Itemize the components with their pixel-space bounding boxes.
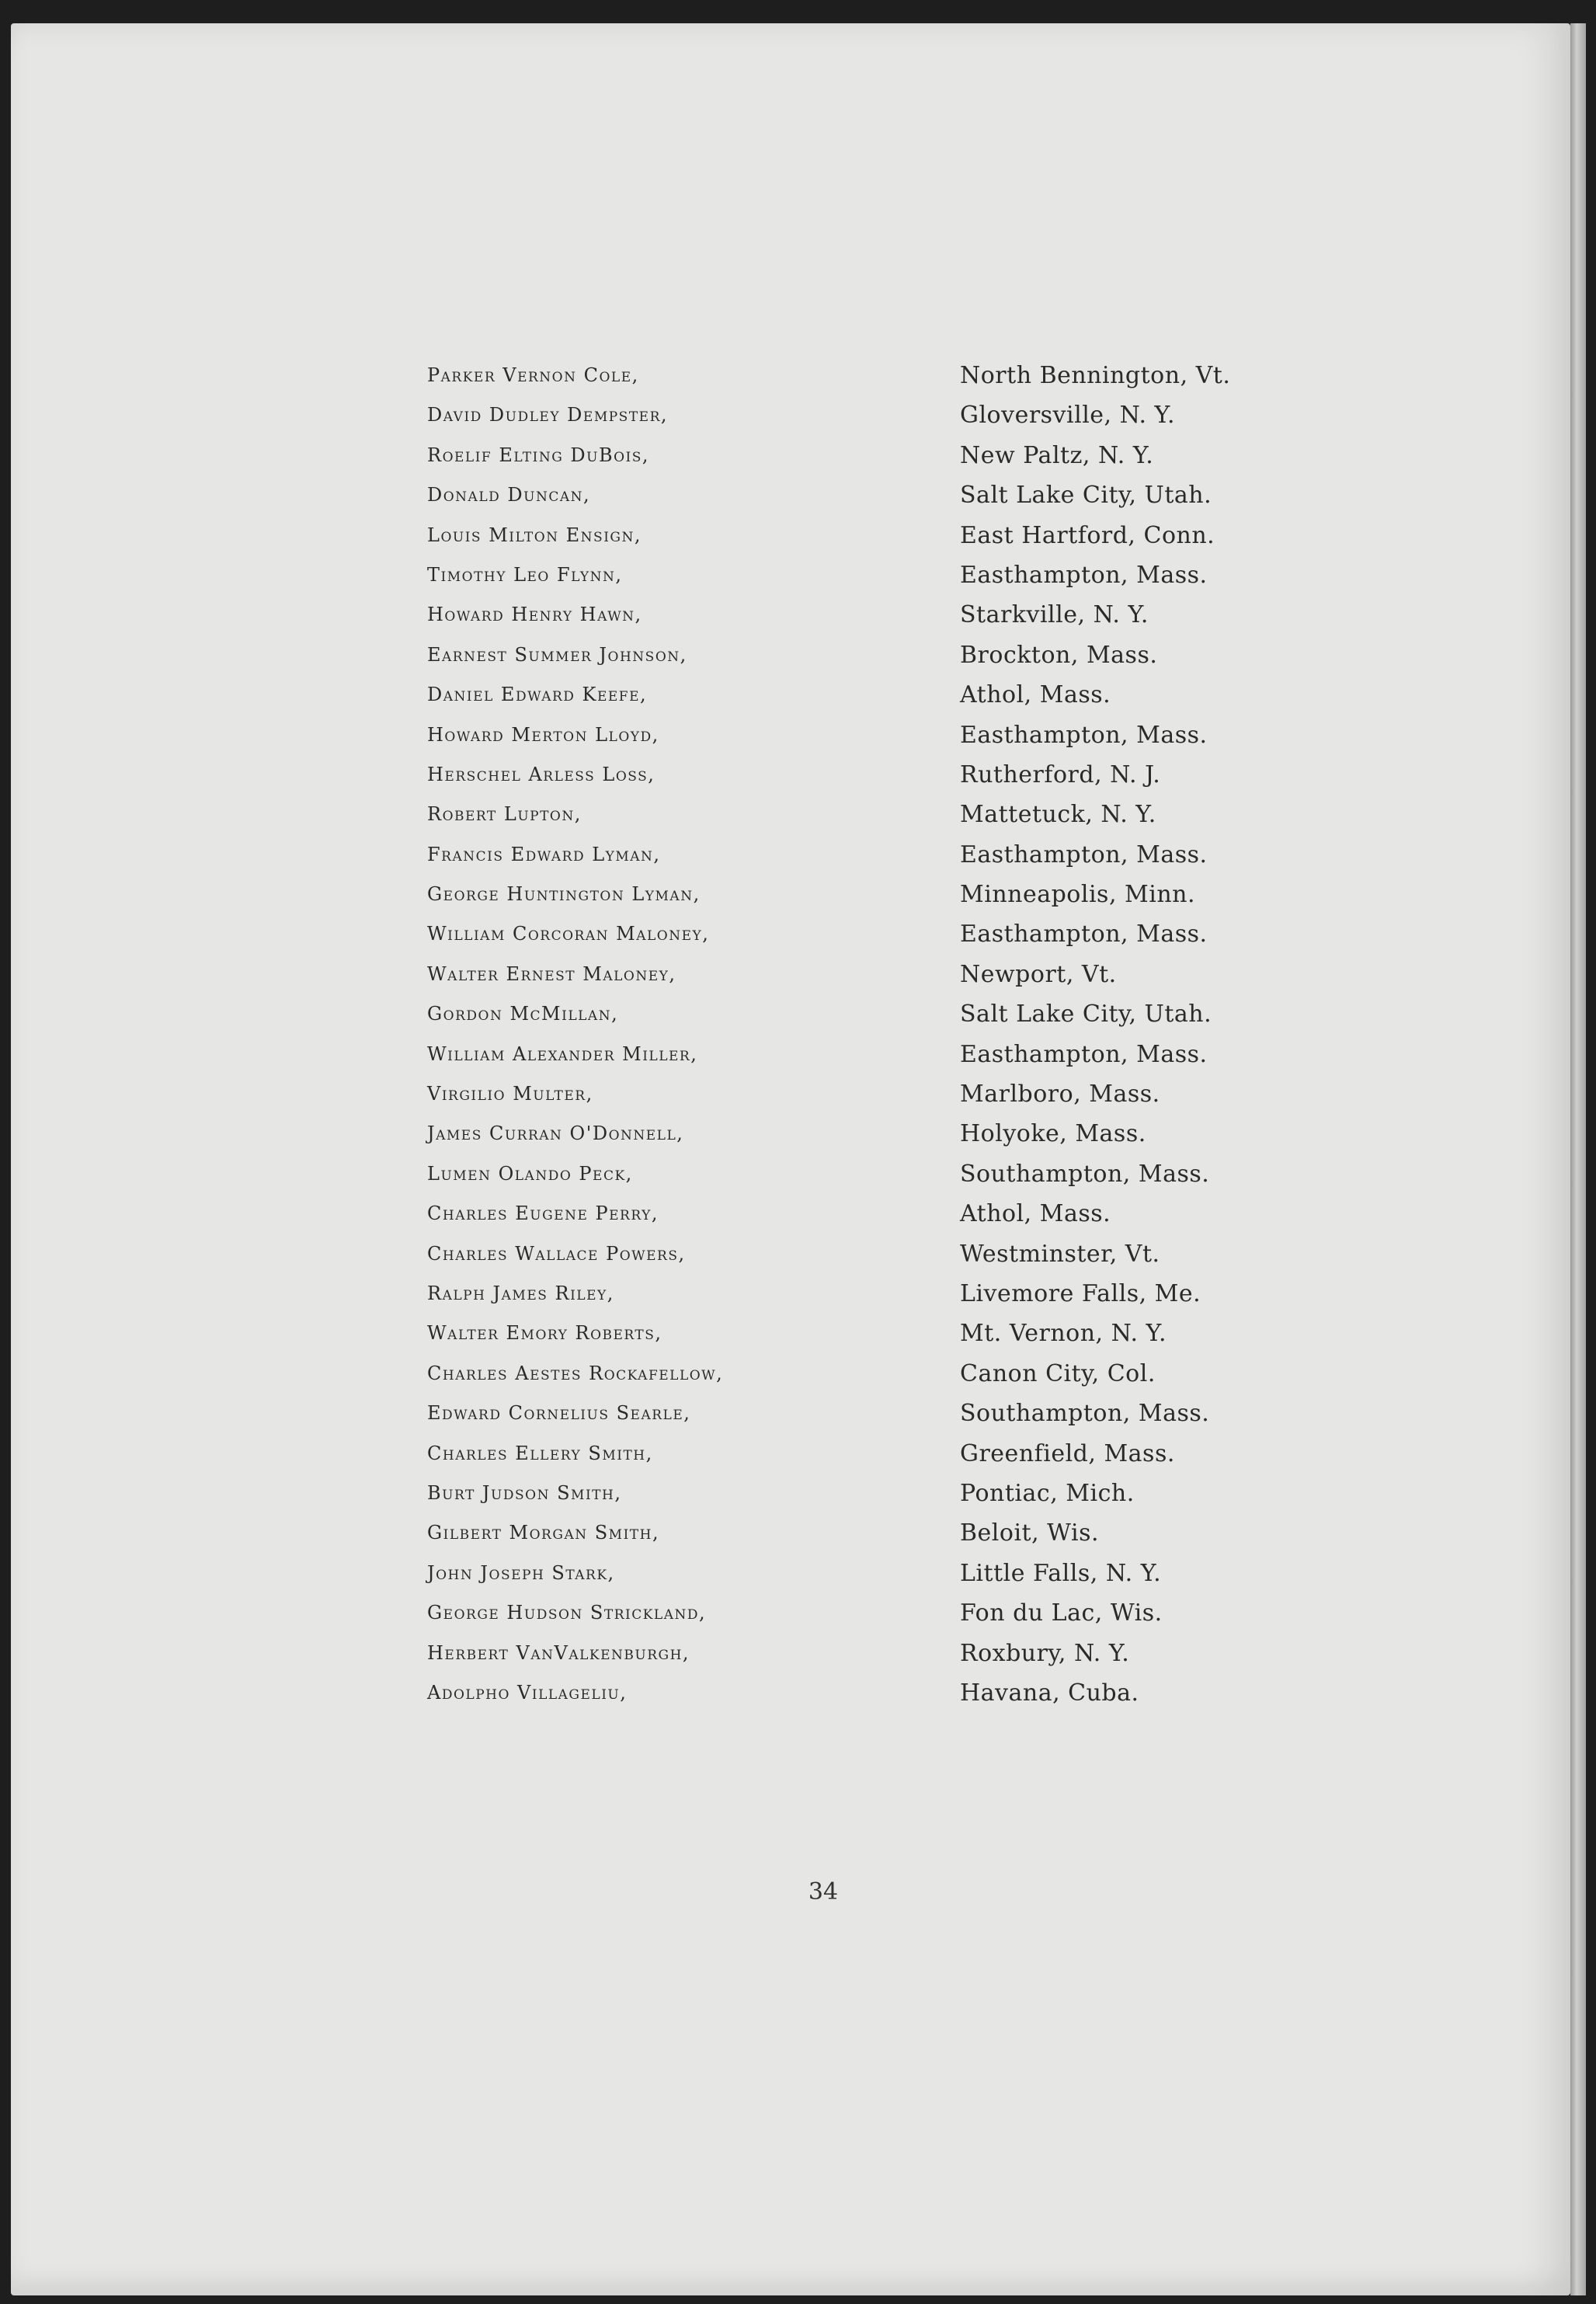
roster-row	[427, 555, 1359, 595]
hometown: Pontiac, Mich.	[960, 1479, 1135, 1507]
page-edge	[1570, 23, 1586, 2295]
student-name: Daniel Edward Keefe,	[427, 684, 648, 706]
roster-row	[427, 595, 1359, 635]
roster-row	[427, 755, 1359, 795]
student-name: William Corcoran Maloney,	[427, 923, 710, 945]
roster-row	[427, 994, 1359, 1034]
student-name: Louis Milton Ensign,	[427, 524, 642, 546]
student-name: Charles Ellery Smith,	[427, 1442, 653, 1464]
roster-row	[427, 1035, 1359, 1074]
hometown: Easthampton, Mass.	[960, 561, 1208, 589]
student-name: Herbert VanValkenburgh,	[427, 1641, 690, 1664]
student-name: Earnest Summer Johnson,	[427, 643, 687, 666]
roster-row	[427, 914, 1359, 954]
student-name: Charles Wallace Powers,	[427, 1242, 686, 1265]
student-name: Robert Lupton,	[427, 803, 582, 826]
student-name: Howard Henry Hawn,	[427, 604, 642, 626]
roster-row	[427, 475, 1359, 515]
hometown: Easthampton, Mass.	[960, 721, 1208, 749]
roster-row	[427, 356, 1359, 395]
roster-row	[427, 1154, 1359, 1194]
roster-row	[427, 436, 1359, 475]
hometown: Southampton, Mass.	[960, 1400, 1210, 1428]
hometown: Athol, Mass.	[960, 681, 1111, 709]
student-name: John Joseph Stark,	[427, 1561, 615, 1584]
student-name: Parker Vernon Cole,	[427, 364, 639, 386]
hometown: Salt Lake City, Utah.	[960, 1001, 1212, 1028]
hometown: Little Falls, N. Y.	[960, 1559, 1162, 1587]
student-name: Ralph James Riley,	[427, 1282, 614, 1304]
page-number: 34	[808, 1878, 839, 1905]
hometown: Fon du Lac, Wis.	[960, 1599, 1163, 1627]
student-name: Virgilio Multer,	[427, 1083, 593, 1105]
student-name: Francis Edward Lyman,	[427, 843, 661, 865]
roster-row	[427, 1474, 1359, 1513]
hometown: Starkville, N. Y.	[960, 601, 1149, 629]
student-name: Lumen Olando Peck,	[427, 1162, 633, 1185]
hometown: Mattetuck, N. Y.	[960, 801, 1156, 829]
student-name: Gordon McMillan,	[427, 1003, 619, 1025]
hometown: Canon City, Col.	[960, 1359, 1156, 1387]
hometown: Southampton, Mass.	[960, 1160, 1210, 1188]
student-name: Donald Duncan,	[427, 484, 591, 506]
hometown: North Bennington, Vt.	[960, 362, 1231, 389]
roster-row	[427, 1593, 1359, 1633]
hometown: Greenfield, Mass.	[960, 1439, 1175, 1467]
student-name: Herschel Arless Loss,	[427, 763, 655, 785]
roster-row	[427, 1554, 1359, 1593]
hometown: Easthampton, Mass.	[960, 841, 1208, 868]
student-name: George Huntington Lyman,	[427, 883, 701, 906]
student-name: Adolpho Villageliu,	[427, 1681, 628, 1704]
hometown: Holyoke, Mass.	[960, 1120, 1146, 1148]
roster-row	[427, 1114, 1359, 1154]
hometown: Rutherford, N. J.	[960, 760, 1161, 788]
book-page	[11, 23, 1570, 2295]
roster-row	[427, 875, 1359, 914]
hometown: Easthampton, Mass.	[960, 921, 1208, 948]
hometown: Easthampton, Mass.	[960, 1040, 1208, 1068]
hometown: Beloit, Wis.	[960, 1519, 1100, 1547]
hometown: Salt Lake City, Utah.	[960, 482, 1212, 510]
roster-row	[427, 1634, 1359, 1673]
hometown: Havana, Cuba.	[960, 1679, 1139, 1707]
hometown: Marlboro, Mass.	[960, 1081, 1160, 1108]
student-name: Roelif Elting DuBois,	[427, 444, 650, 466]
roster-row	[427, 1354, 1359, 1394]
roster-row	[427, 1074, 1359, 1114]
hometown: Athol, Mass.	[960, 1200, 1111, 1228]
roster-row	[427, 1513, 1359, 1553]
student-name: Charles Eugene Perry,	[427, 1202, 659, 1225]
student-name: Walter Ernest Maloney,	[427, 962, 676, 985]
roster-row	[427, 795, 1359, 834]
hometown: Roxbury, N. Y.	[960, 1639, 1130, 1667]
roster-row	[427, 1434, 1359, 1474]
student-name: Gilbert Morgan Smith,	[427, 1522, 660, 1544]
hometown: Gloversville, N. Y.	[960, 402, 1175, 430]
roster-row	[427, 635, 1359, 675]
student-name: Howard Merton Lloyd,	[427, 723, 659, 746]
student-name: Burt Judson Smith,	[427, 1481, 622, 1504]
roster-row	[427, 1194, 1359, 1234]
roster-row	[427, 1673, 1359, 1713]
roster-row	[427, 395, 1359, 435]
student-name: George Hudson Strickland,	[427, 1602, 707, 1624]
roster-row	[427, 1274, 1359, 1314]
hometown: Livemore Falls, Me.	[960, 1279, 1201, 1307]
student-name: Edward Cornelius Searle,	[427, 1402, 691, 1425]
roster-row	[427, 835, 1359, 875]
roster-row	[427, 955, 1359, 994]
roster-row	[427, 1234, 1359, 1274]
roster-row	[427, 1314, 1359, 1353]
student-name: Walter Emory Roberts,	[427, 1322, 662, 1345]
roster-row	[427, 715, 1359, 755]
hometown: East Hartford, Conn.	[960, 521, 1215, 549]
student-name: David Dudley Dempster,	[427, 404, 668, 426]
hometown: New Paltz, N. Y.	[960, 441, 1154, 469]
hometown: Brockton, Mass.	[960, 641, 1158, 669]
student-name: Timothy Leo Flynn,	[427, 563, 623, 586]
student-name: Charles Aestes Rockafellow,	[427, 1362, 724, 1384]
student-roster	[427, 356, 1359, 1713]
roster-row	[427, 675, 1359, 715]
roster-row	[427, 1394, 1359, 1433]
hometown: Newport, Vt.	[960, 960, 1117, 988]
hometown: Westminster, Vt.	[960, 1240, 1160, 1268]
roster-row	[427, 516, 1359, 555]
student-name: William Alexander Miller,	[427, 1042, 698, 1065]
hometown: Mt. Vernon, N. Y.	[960, 1320, 1167, 1348]
hometown: Minneapolis, Minn.	[960, 881, 1196, 909]
student-name: James Curran O'Donnell,	[427, 1122, 684, 1145]
